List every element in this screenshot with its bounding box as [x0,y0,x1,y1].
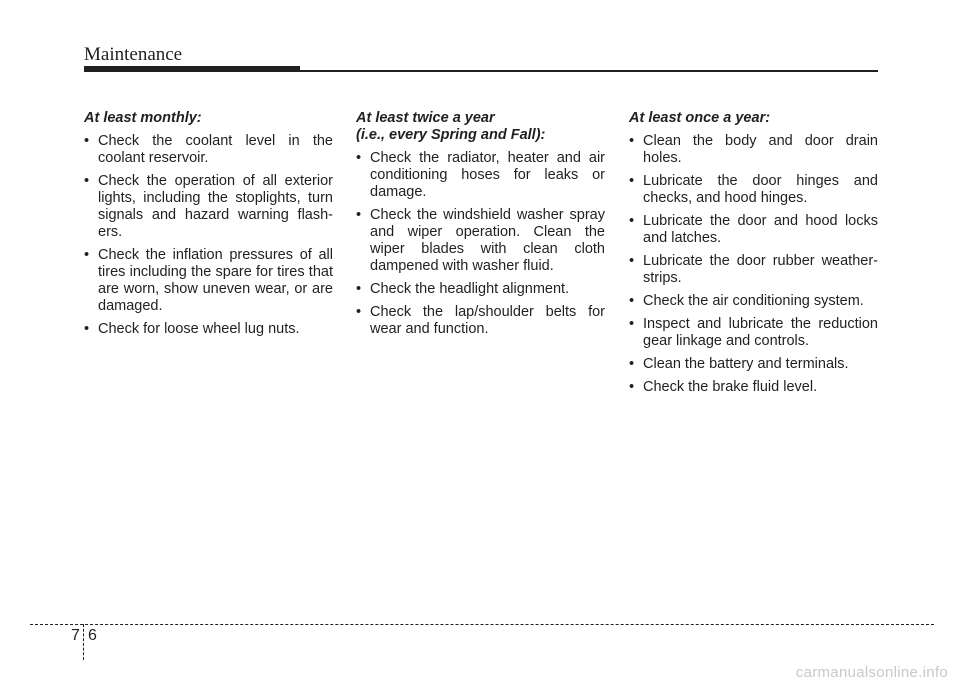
bullet-icon: • [356,207,362,223]
list-item: • Check the air conditioning system. [629,293,864,309]
list-item: • Lubricate the door rubber weather-strips. [629,253,878,286]
section-monthly [84,110,333,344]
list-item: • Check the windshield washer spray and wiper operation. Clean the wiper blades with clean cloth dampened with washer fluid. [356,207,605,274]
list-item: • Check the lap/shoulder belts for wear and function. [356,304,605,337]
list-item: • Check the brake fluid level. [629,379,818,395]
page-title: Maintenance [84,44,183,65]
list-item: • Check the coolant level in the coolant reservoir. [84,133,333,166]
section-twice-a-year [356,110,605,344]
bullet-icon: • [84,133,90,149]
list-item: • Lubricate the door and hood locks and latches. [629,213,878,246]
watermark: carmanualsonline.info [795,664,948,681]
page-number: 6 [88,627,97,644]
list-item: • Inspect and lubricate the reduction gear linkage and controls. [629,316,878,349]
bullet-icon: • [84,173,90,189]
bullet-icon: • [356,281,362,297]
bullet-icon: • [629,316,635,332]
header-rule [84,70,878,72]
bullet-icon: • [629,293,635,309]
list-item: • Check the headlight alignment. [356,281,570,297]
checklist-yearly [629,133,878,396]
section-heading-monthly: At least monthly: [84,110,202,126]
bullet-icon: • [356,304,362,320]
footer-rule [30,624,934,625]
bullet-icon: • [84,321,90,337]
list-item: • Lubricate the door hinges and checks, and hood hinges. [629,173,878,206]
bullet-icon: • [629,356,635,372]
bullet-icon: • [629,133,635,149]
list-item: • Check for loose wheel lug nuts. [84,321,300,337]
list-item: • Check the operation of all exterior lights, including the stoplights, turn signals and hazard warning flash-ers. [84,173,333,240]
bullet-icon: • [629,213,635,229]
chapter-number: 7 [71,627,80,644]
bullet-icon: • [84,247,90,263]
list-item: • Clean the body and door drain holes. [629,133,878,166]
checklist-monthly [84,133,333,338]
bullet-icon: • [629,379,635,395]
bullet-icon: • [356,150,362,166]
page-number-divider [83,624,84,660]
section-heading-yearly: At least once a year: [629,110,771,126]
list-item: • Check the radiator, heater and air conditioning hoses for leaks or damage. [356,150,605,200]
list-item: • Clean the battery and terminals. [629,356,849,372]
list-item: • Check the inflation pressures of all tires including the spare for tires that are worn, show uneven wear, or are damaged. [84,247,333,314]
checklist-twice-a-year [356,150,605,338]
bullet-icon: • [629,173,635,189]
bullet-icon: • [629,253,635,269]
section-yearly [629,110,878,402]
section-heading-twice-a-year: At least twice a year (i.e., every Spring and Fall): [356,110,546,143]
